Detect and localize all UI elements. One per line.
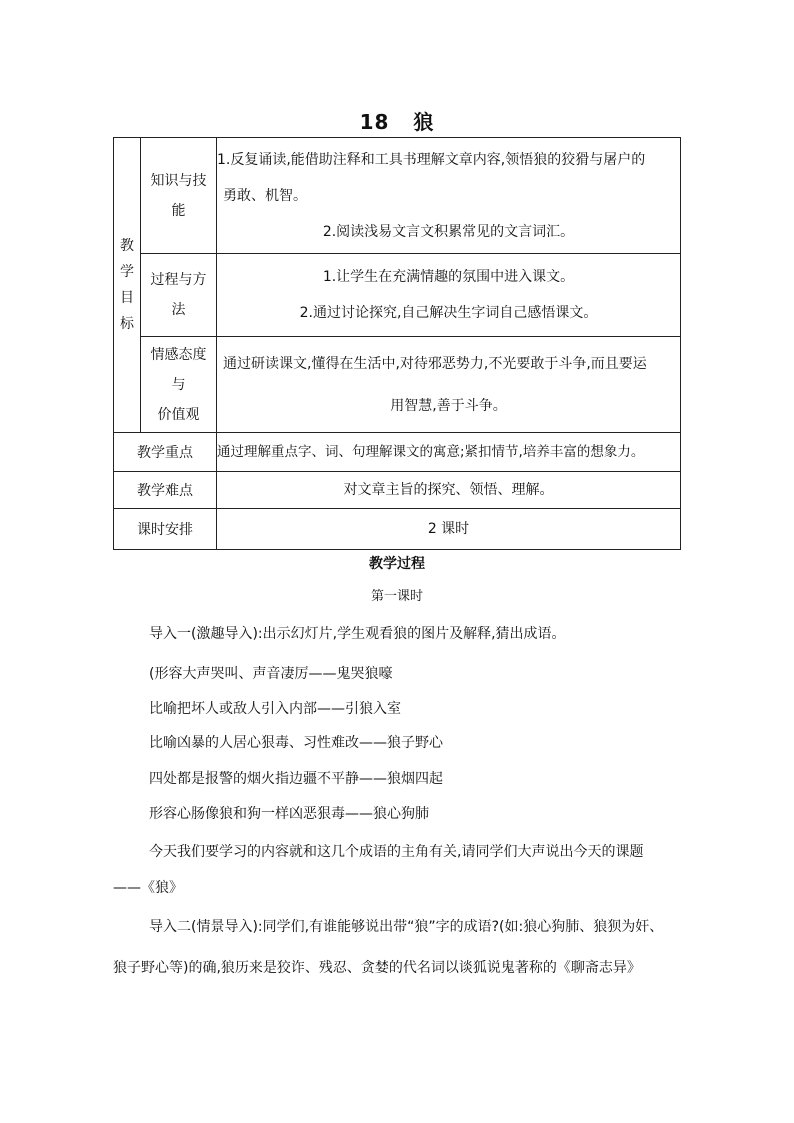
lesson-number: 18 bbox=[359, 110, 390, 134]
idiom-line: 形容心肠像狼和狗一样凶恶狠毒——狼心狗肺 bbox=[149, 806, 429, 822]
idiom-line: 四处都是报警的烟火指边疆不平静——狼烟四起 bbox=[149, 771, 443, 787]
schedule-value: 2 课时 bbox=[217, 509, 681, 550]
intro-two-line1: 导入二(情景导入):同学们,有谁能够说出带“狼”字的成语?(如:狼心狗肺、狼狈为奸、 bbox=[149, 919, 664, 935]
idiom-line: 比喻把坏人或敌人引入内部——引狼入室 bbox=[149, 701, 401, 717]
emotion-row bbox=[114, 337, 681, 433]
teaching-goals-header: 教 学 目 标 bbox=[114, 138, 141, 433]
today-paragraph-line2: ——《狼》 bbox=[113, 880, 183, 896]
process-label: 过程与方 法 bbox=[141, 254, 217, 337]
difficulty-label: 教学难点 bbox=[114, 472, 217, 509]
key-points-label: 教学重点 bbox=[114, 433, 217, 472]
teaching-process-title: 教学过程 bbox=[369, 556, 425, 572]
today-paragraph-line1: 今天我们要学习的内容就和这几个成语的主角有关,请同学们大声说出今天的课题 bbox=[149, 844, 644, 860]
schedule-label: 课时安排 bbox=[114, 509, 217, 550]
lesson-label: 第一课时 bbox=[370, 589, 423, 604]
page-title bbox=[0, 106, 794, 135]
process-content: 1.让学生在充满情趣的氛围中进入课文。 2.通过讨论探究,自己解决生字词自己感悟课文。 bbox=[217, 254, 681, 337]
knowledge-label: 知识与技 能 bbox=[141, 138, 217, 254]
key-points-row bbox=[114, 433, 681, 472]
schedule-row bbox=[114, 509, 681, 550]
knowledge-content: 1.反复诵读,能借助注释和工具书理解文章内容,领悟狼的狡猾与屠户的 勇敢、机智。 2.阅读浅易文言文积累常见的文言词汇。 bbox=[217, 138, 681, 254]
idiom-line: (形容大声哭叫、声音凄厉——鬼哭狼嚎 bbox=[149, 666, 393, 682]
teaching-plan-table bbox=[113, 137, 681, 550]
knowledge-row bbox=[114, 138, 681, 254]
key-points-value: 通过理解重点字、词、句理解课文的寓意;紧扣情节,培养丰富的想象力。 bbox=[217, 433, 681, 472]
lesson-name: 狼 bbox=[413, 110, 435, 134]
intro-one-paragraph: 导入一(激趣导入):出示幻灯片,学生观看狼的图片及解释,猜出成语。 bbox=[149, 626, 566, 642]
intro-two-line2: 狼子野心等)的确,狼历来是狡诈、残忍、贪婪的代名词以谈狐说鬼著称的《聊斋志异》 bbox=[113, 960, 641, 976]
difficulty-row bbox=[114, 472, 681, 509]
process-row bbox=[114, 254, 681, 337]
difficulty-value: 对文章主旨的探究、领悟、理解。 bbox=[217, 472, 681, 509]
emotion-label: 情感态度 与 价值观 bbox=[141, 337, 217, 433]
emotion-content: 通过研读课文,懂得在生活中,对待邪恶势力,不光要敢于斗争,而且要运 用智慧,善于斗争。 bbox=[217, 337, 681, 433]
idiom-line: 比喻凶暴的人居心狠毒、习性难改——狼子野心 bbox=[149, 735, 443, 751]
